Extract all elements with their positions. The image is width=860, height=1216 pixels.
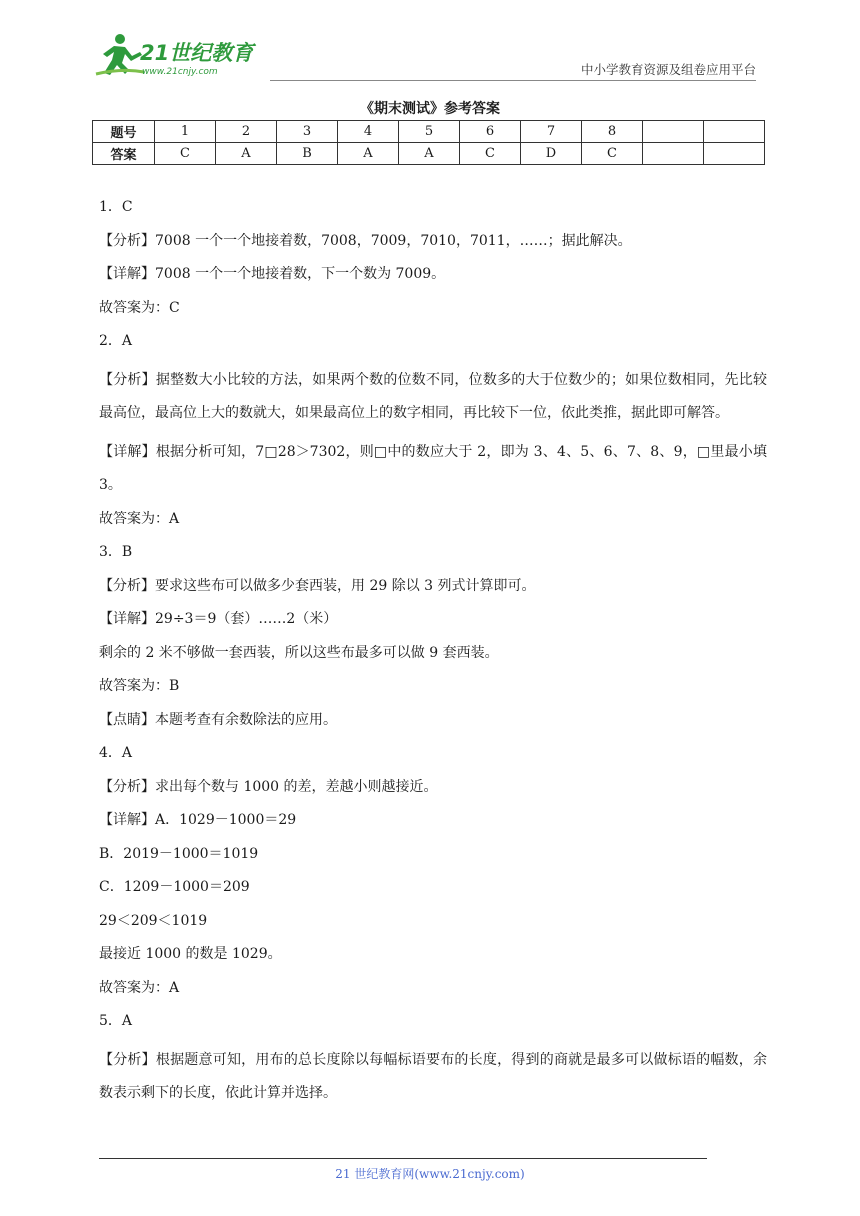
table-cell: B	[277, 143, 338, 165]
row-header-number: 题号	[93, 121, 155, 143]
question-number: 3．B	[99, 544, 133, 560]
page-header	[0, 0, 860, 90]
answer-text: 故答案为：B	[99, 678, 180, 694]
table-cell: A	[399, 143, 460, 165]
site-logo[interactable]	[92, 30, 267, 82]
table-cell: 6	[460, 121, 521, 143]
table-cell: A	[338, 143, 399, 165]
table-cell: 3	[277, 121, 338, 143]
analysis-text: 【分析】要求这些布可以做多少套西装，用 29 除以 3 列式计算即可。	[99, 577, 536, 594]
question-number: 1．C	[99, 199, 133, 215]
svg-text:www.21cnjy.com: www.21cnjy.com	[142, 67, 218, 77]
table-cell	[704, 121, 765, 143]
comment-text: 【点睛】本题考查有余数除法的应用。	[99, 711, 337, 728]
header-divider	[270, 80, 756, 81]
table-cell: A	[216, 143, 277, 165]
detail-text: 【详解】7008 一个一个地接着数，下一个数为 7009。	[99, 266, 446, 282]
detail-text: 【详解】29÷3＝9（套）……2（米）	[99, 611, 338, 627]
table-cell: 2	[216, 121, 277, 143]
page-title: 《期末测试》参考答案	[360, 101, 500, 117]
answer-text: 故答案为：C	[99, 299, 180, 316]
detail-text: 剩余的 2 米不够做一套西装，所以这些布最多可以做 9 套西装。	[99, 644, 499, 661]
detail-text: 【详解】A．1029－1000＝29	[99, 812, 297, 828]
table-cell: 4	[338, 121, 399, 143]
table-cell	[643, 121, 704, 143]
detail-text: 【详解】根据分析可知，7□28＞7302，则□中的数应大于 2，即为 3、4、5、6、7、8、9，□里最小填 3。	[99, 443, 767, 493]
footer-link[interactable]: 21 世纪教育网(www.21cnjy.com)	[335, 1167, 525, 1181]
analysis-text: 【分析】据整数大小比较的方法，如果两个数的位数不同，位数多的大于位数少的；如果位数相同，先比较最高位，最高位上大的数就大，如果最高位上的数字相同，再比较下一位，依此类推，据此即可解答。	[99, 371, 767, 421]
table-cell: C	[460, 143, 521, 165]
table-cell: C	[582, 143, 643, 165]
detail-text: C．1209－1000＝209	[99, 879, 250, 895]
table-row-numbers	[93, 121, 765, 143]
runner-logo-icon	[92, 30, 267, 82]
table-row-answers	[93, 143, 765, 165]
table-cell: D	[521, 143, 582, 165]
answer-table	[92, 120, 765, 165]
answer-text: 故答案为：A	[99, 979, 180, 996]
analysis-text: 【分析】根据题意可知，用布的总长度除以每幅标语要布的长度，得到的商就是最多可以做标语的幅数，余数表示剩下的长度，依此计算并选择。	[99, 1051, 767, 1101]
svg-text:21世纪教育: 21世纪教育	[140, 41, 254, 65]
table-cell: 7	[521, 121, 582, 143]
row-header-answer: 答案	[93, 143, 155, 165]
table-cell: 8	[582, 121, 643, 143]
table-cell	[704, 143, 765, 165]
analysis-text: 【分析】求出每个数与 1000 的差，差越小则越接近。	[99, 778, 438, 795]
question-number: 4．A	[99, 745, 133, 761]
footer-divider	[99, 1158, 707, 1159]
platform-name: 中小学教育资源及组卷应用平台	[580, 62, 756, 77]
table-cell: C	[155, 143, 216, 165]
detail-text: 29＜209＜1019	[99, 912, 208, 929]
table-cell	[643, 143, 704, 165]
answer-text: 故答案为：A	[99, 510, 180, 527]
table-cell: 1	[155, 121, 216, 143]
question-number: 2．A	[99, 333, 133, 349]
table-cell: 5	[399, 121, 460, 143]
detail-text: 最接近 1000 的数是 1029。	[99, 946, 282, 962]
detail-text: B．2019－1000＝1019	[99, 845, 259, 862]
answer-explanations	[99, 196, 767, 1111]
analysis-text: 【分析】7008 一个一个地接着数，7008，7009，7010，7011，……；据此解决。	[99, 232, 632, 249]
question-number: 5．A	[99, 1013, 133, 1029]
